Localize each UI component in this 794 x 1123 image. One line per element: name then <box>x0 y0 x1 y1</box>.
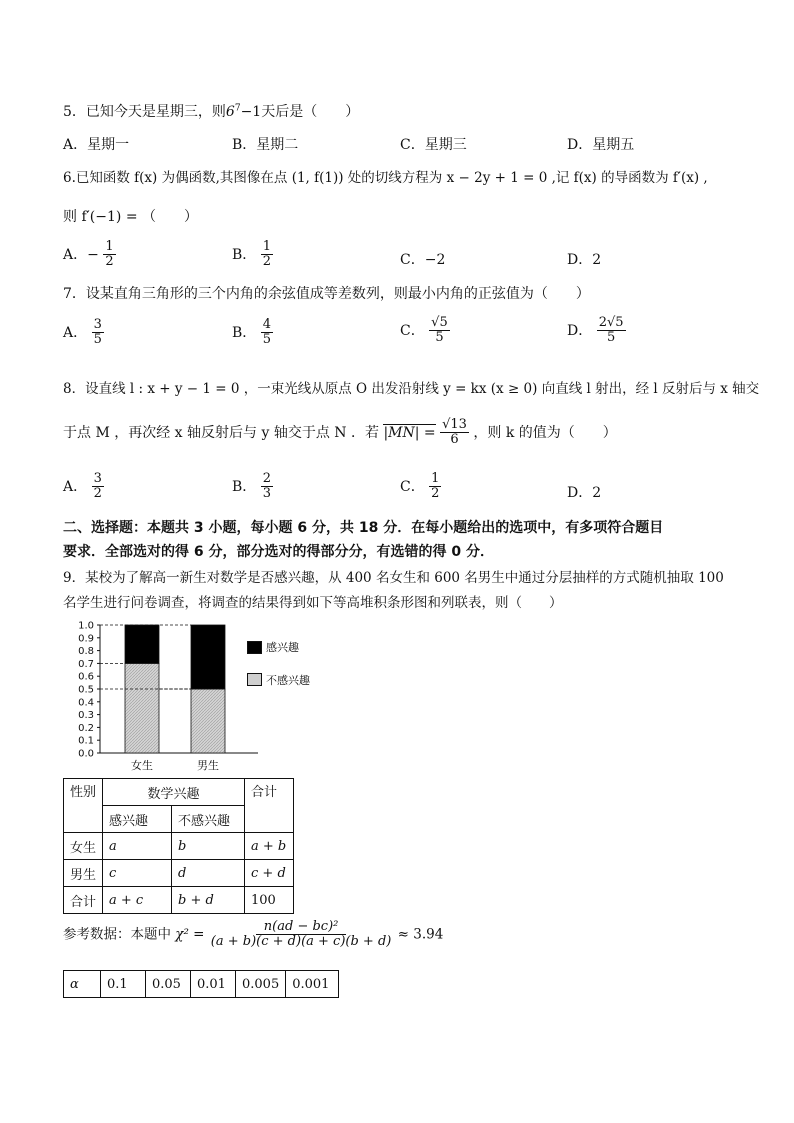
q8-option-b <box>232 472 273 502</box>
cell-label: 女生 <box>64 833 103 860</box>
y-tick-label: 0.0 <box>78 748 94 760</box>
q6-option-d <box>567 249 601 269</box>
q8-line2-post: ，则 k 的值为（ ） <box>473 424 617 441</box>
contingency-table <box>63 778 294 914</box>
cell: c + d <box>245 860 294 887</box>
alpha-value: 0.001 <box>286 971 339 998</box>
bar-interest <box>191 625 225 689</box>
q6-b-fraction <box>261 240 273 270</box>
q6-c-text: −2 <box>424 252 446 268</box>
q8-option-a <box>63 472 104 502</box>
q6-a-fraction <box>103 240 115 270</box>
y-tick-label: 1.0 <box>78 620 94 632</box>
x-category-label: 女生 <box>131 759 153 772</box>
q8-option-d <box>567 482 601 502</box>
y-tick-label: 0.7 <box>78 658 94 670</box>
alpha-value: 0.01 <box>191 971 236 998</box>
y-tick-label: 0.3 <box>78 710 94 722</box>
section2-heading-line1: 二、选择题：本题共 3 小题，每小题 6 分，共 18 分．在每小题给出的选项中，有多项符合题目 <box>63 520 664 536</box>
th-total: 合计 <box>245 779 294 833</box>
q6-option-a <box>63 240 116 270</box>
bar-no-interest <box>125 663 159 753</box>
q7-a-label: A． <box>63 324 88 341</box>
q5-text-pre: 5．已知今天是星期三，则 <box>63 104 226 120</box>
q7-b-label: B． <box>232 324 257 341</box>
th-no-interest: 不感兴趣 <box>172 806 245 833</box>
cell: d <box>172 860 245 887</box>
q5-text-post: −1天后是（ ） <box>240 104 360 120</box>
q7-a-den: 5 <box>93 332 102 348</box>
q8-stem-line1: 8．设直线 l : x + y − 1 = 0 ，一束光线从原点 O 出发沿射线 y = kx (x ≥ 0) 向直线 l 射出，经 l 反射后与 x 轴交 <box>63 381 760 397</box>
q6-a-label: A． <box>63 246 88 263</box>
y-tick-label: 0.2 <box>78 722 94 734</box>
q6-d-label: D． <box>567 252 593 268</box>
q6-option-b <box>232 240 273 270</box>
q8-a-den: 2 <box>93 486 102 502</box>
q5-exponent: 7 <box>234 103 241 114</box>
ref-fraction <box>209 920 394 950</box>
bar-no-interest <box>191 689 225 753</box>
q7-d-num: 2√5 <box>598 315 624 330</box>
q8-a-fraction <box>92 472 104 502</box>
alpha-table <box>63 970 339 998</box>
q8-vec-den: 6 <box>450 432 459 448</box>
q7-d-label: D． <box>567 322 593 339</box>
q8-a-label: A． <box>63 478 88 495</box>
cell-label: 合计 <box>64 887 103 914</box>
q8-b-num: 2 <box>262 471 272 486</box>
legend-swatch-no-interest <box>247 673 262 686</box>
q5-option-c: C．星期三 <box>400 137 467 153</box>
q8-c-den: 2 <box>431 486 440 502</box>
q8-stem-line2 <box>63 418 617 448</box>
q8-line2-pre: 于点 M ，再次经 x 轴反射后与 y 轴交于点 N ．若 <box>63 424 379 441</box>
q8-a-num: 3 <box>93 471 102 486</box>
alpha-label: α <box>64 971 101 998</box>
q5-option-d: D．星期五 <box>567 137 635 153</box>
q6-a-num: 1 <box>105 239 114 254</box>
y-tick-label: 0.4 <box>78 697 94 709</box>
reference-data <box>63 920 443 950</box>
cell: a + c <box>103 887 172 914</box>
x-category-label: 男生 <box>197 759 219 772</box>
y-tick-label: 0.9 <box>78 633 94 645</box>
cell: c <box>103 860 172 887</box>
y-tick-label: 0.1 <box>78 735 94 747</box>
y-tick-label: 0.6 <box>78 671 94 683</box>
legend-label-no-interest: 不感兴趣 <box>266 674 310 687</box>
q7-d-den: 5 <box>606 330 616 346</box>
q7-stem: 7．设某直角三角形的三个内角的余弦值成等差数列，则最小内角的正弦值为（ ） <box>63 286 590 302</box>
q8-option-c <box>400 472 441 502</box>
q7-a-fraction <box>92 318 104 348</box>
q6-b-num: 1 <box>262 239 272 254</box>
q8-c-label: C． <box>400 478 425 495</box>
q5-option-a: A．星期一 <box>63 137 130 153</box>
q8-vec-num: √13 <box>442 417 467 432</box>
legend-swatch-interest <box>247 641 262 654</box>
q7-b-fraction <box>261 318 273 348</box>
alpha-value: 0.1 <box>101 971 146 998</box>
q7-b-den: 5 <box>262 332 272 348</box>
y-tick-label: 0.8 <box>78 646 94 658</box>
q7-b-num: 4 <box>262 317 272 332</box>
cell: b + d <box>172 887 245 914</box>
q7-option-c <box>400 316 450 346</box>
bar-interest <box>125 625 159 663</box>
legend-label-interest: 感兴趣 <box>266 641 299 654</box>
q5-base: 6 <box>225 104 235 120</box>
cell: b <box>172 833 245 860</box>
th-gender: 性别 <box>64 779 103 833</box>
q6-option-c <box>400 249 445 269</box>
q7-option-b <box>232 318 273 348</box>
cell: 100 <box>245 887 294 914</box>
q6-stem-line1: 6.已知函数 f(x) 为偶函数,其图像在点 (1, f(1)) 处的切线方程为 x − 2y + 1 = 0 ,记 f(x) 的导函数为 f′(x) , <box>63 170 708 186</box>
q8-b-label: B． <box>232 478 257 495</box>
q7-d-fraction <box>597 316 626 346</box>
q8-vector-mn: |MN| = <box>383 424 436 441</box>
q8-d-text: 2 <box>592 485 602 501</box>
q7-c-fraction <box>429 316 450 346</box>
q6-c-label: C． <box>400 252 425 268</box>
cell-label: 男生 <box>64 860 103 887</box>
cell: a <box>103 833 172 860</box>
q6-d-text: 2 <box>592 252 602 268</box>
q8-b-den: 3 <box>262 486 272 502</box>
q6-b-den: 2 <box>262 254 272 270</box>
q7-c-label: C． <box>400 322 425 339</box>
table-row <box>64 887 294 914</box>
alpha-value: 0.05 <box>146 971 191 998</box>
y-tick-label: 0.5 <box>78 684 94 696</box>
th-interest: 感兴趣 <box>103 806 172 833</box>
q8-d-label: D． <box>567 485 593 501</box>
section2-heading-line2: 要求．全部选对的得 6 分，部分选对的得部分分，有选错的得 0 分． <box>63 544 494 560</box>
q8-b-fraction <box>261 472 273 502</box>
q9-stem-line2: 名学生进行问卷调查，将调查的结果得到如下等高堆积条形图和列联表，则（ ） <box>63 595 563 611</box>
q6-stem-line2: 则 f′(−1) = （ ） <box>63 209 199 225</box>
q8-c-num: 1 <box>431 471 440 486</box>
q7-a-num: 3 <box>93 317 102 332</box>
cell: a + b <box>245 833 294 860</box>
alpha-value: 0.005 <box>236 971 286 998</box>
q7-option-a <box>63 318 104 348</box>
th-math-interest: 数学兴趣 <box>103 779 245 806</box>
q6-a-sign: − <box>87 246 99 263</box>
ref-label: 参考数据：本题中 <box>63 926 171 943</box>
table-row <box>64 833 294 860</box>
q6-a-den: 2 <box>105 254 114 270</box>
ref-approx: ≈ 3.94 <box>397 926 444 943</box>
q5-option-b: B．星期二 <box>232 137 299 153</box>
ref-den: (a + b)(c + d)(a + c)(b + d) <box>210 934 392 950</box>
q5-stem <box>63 101 359 121</box>
q7-option-d <box>567 316 626 346</box>
q7-c-num: √5 <box>431 315 448 330</box>
q8-c-fraction <box>429 472 441 502</box>
ref-chi-square: χ² = <box>175 926 205 943</box>
table-row <box>64 860 294 887</box>
q7-c-den: 5 <box>435 330 444 346</box>
q6-b-label: B． <box>232 246 257 263</box>
ref-num: n(ad − bc)² <box>256 920 347 935</box>
q8-vec-fraction <box>440 418 469 448</box>
q9-stem-line1: 9．某校为了解高一新生对数学是否感兴趣，从 400 名女生和 600 名男生中通过分层抽样的方式随机抽取 100 <box>63 570 724 586</box>
